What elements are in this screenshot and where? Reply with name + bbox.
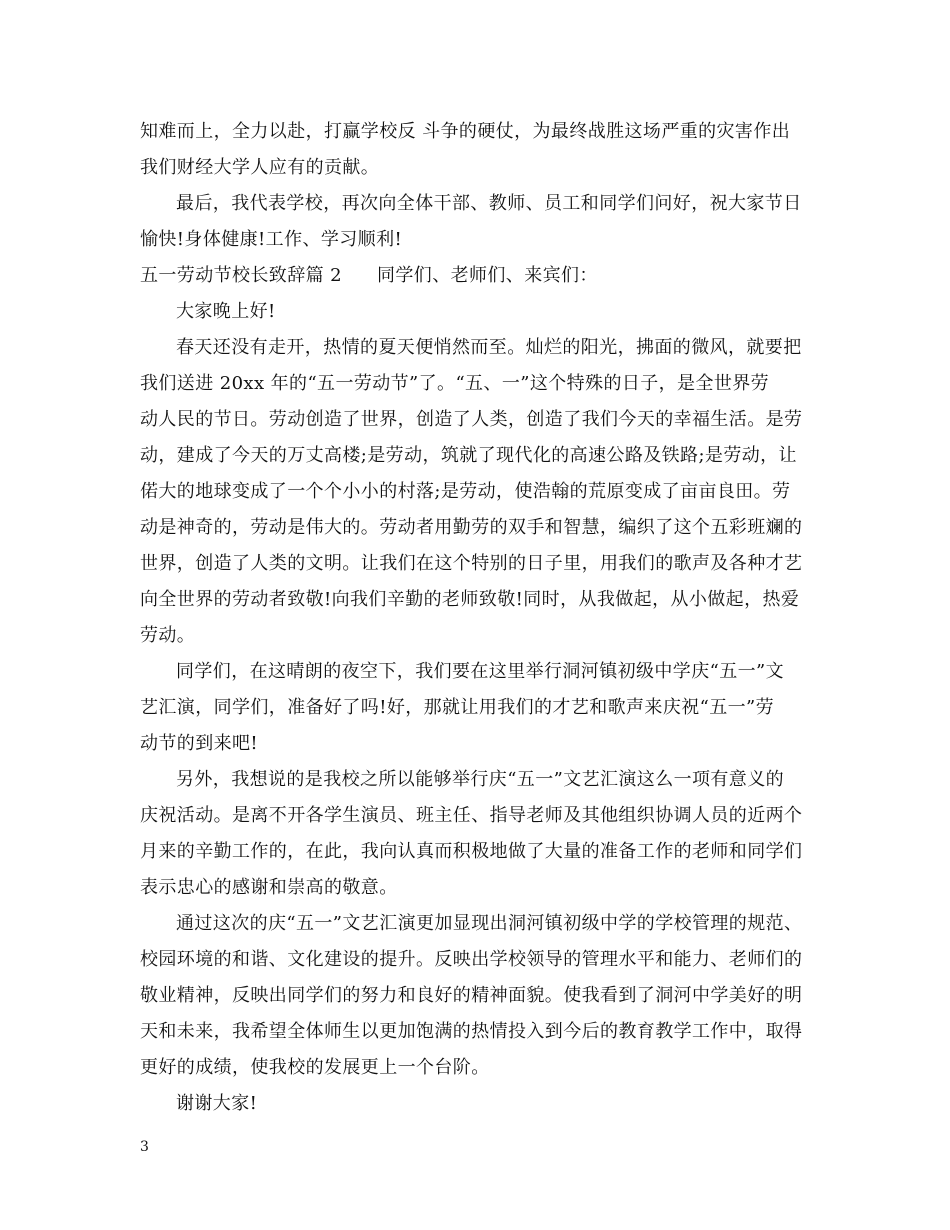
- section-heading: [140, 264, 840, 288]
- paragraph-line: 更好的成绩，使我校的发展更上一个台阶。: [140, 1057, 490, 1078]
- paragraph-line: 最后，我代表学校，再次向全体干部、教师、员工和同学们问好，祝大家节日: [176, 193, 802, 214]
- paragraph-line: 我们财经大学人应有的贡献。: [140, 157, 380, 178]
- paragraph-line: 劳动。: [140, 625, 196, 646]
- paragraph-line: 动节的到来吧!: [140, 733, 259, 754]
- paragraph-line: 表示忠心的感谢和崇高的敬意。: [140, 877, 398, 898]
- paragraph-line: 动人民的节日。劳动创造了世界，创造了人类，创造了我们今天的幸福生活。是劳: [140, 409, 803, 430]
- heading-greeting: 同学们、老师们、来宾们：: [377, 265, 598, 286]
- heading-title: 五一劳动节校长致辞篇 2: [140, 265, 342, 286]
- paragraph-line: 通过这次的庆“五一”文艺汇演更加显现出洞河镇初级中学的学校管理的规范、: [176, 913, 803, 934]
- paragraph-line: 庆祝活动。是离不开各学生演员、班主任、指导老师及其他组织协调人员的近两个: [140, 805, 803, 826]
- paragraph-line: 校园环境的和谐、文化建设的提升。反映出学校领导的管理水平和能力、老师们的: [140, 949, 803, 970]
- paragraph-line: 天和未来，我希望全体师生以更加饱满的热情投入到今后的教育教学工作中，取得: [140, 1021, 803, 1042]
- paragraph-line: 世界，创造了人类的文明。让我们在这个特别的日子里，用我们的歌声及各种才艺: [140, 553, 803, 574]
- paragraph-line: 大家晚上好!: [176, 301, 276, 322]
- paragraph-line: 偌大的地球变成了一个个小小的村落;是劳动，使浩翰的荒原变成了亩亩良田。劳: [140, 481, 791, 502]
- paragraph-line: 谢谢大家!: [176, 1093, 258, 1114]
- paragraph-line: 月来的辛勤工作的，在此，我向认真而积极地做了大量的准备工作的老师和同学们: [140, 841, 803, 862]
- paragraph-line: 另外，我想说的是我校之所以能够举行庆“五一”文艺汇演这么一项有意义的: [176, 769, 785, 790]
- paragraph-line: 敬业精神，反映出同学们的努力和良好的精神面貌。使我看到了洞河中学美好的明: [140, 985, 803, 1006]
- paragraph-line: 知难而上，全力以赴，打赢学校反 斗争的硬仗，为最终战胜这场严重的灾害作出: [140, 121, 791, 142]
- paragraph-line: 动是神奇的，劳动是伟大的。劳动者用勤劳的双手和智慧，编织了这个五彩班斓的: [140, 517, 803, 538]
- paragraph-line: 我们送进 20xx 年的“五一劳动节”了。“五、一”这个特殊的日子，是全世界劳: [140, 373, 770, 394]
- page-number: 3: [140, 1139, 149, 1155]
- paragraph-line: 愉快!身体健康!工作、学习顺利!: [140, 229, 403, 250]
- paragraph-line: 艺汇演，同学们，准备好了吗!好，那就让用我们的才艺和歌声来庆祝“五一”劳: [140, 697, 775, 718]
- paragraph-line: 向全世界的劳动者致敬!向我们辛勤的老师致敬!同时，从我做起，从小做起，热爱: [140, 589, 800, 610]
- paragraph-line: 春天还没有走开，热情的夏天便悄然而至。灿烂的阳光，拂面的微风，就要把: [176, 337, 802, 358]
- paragraph-line: 动，建成了今天的万丈高楼;是劳动，筑就了现代化的高速公路及铁路;是劳动，让: [140, 445, 797, 466]
- paragraph-line: 同学们，在这晴朗的夜空下，我们要在这里举行洞河镇初级中学庆“五一”文: [176, 661, 785, 682]
